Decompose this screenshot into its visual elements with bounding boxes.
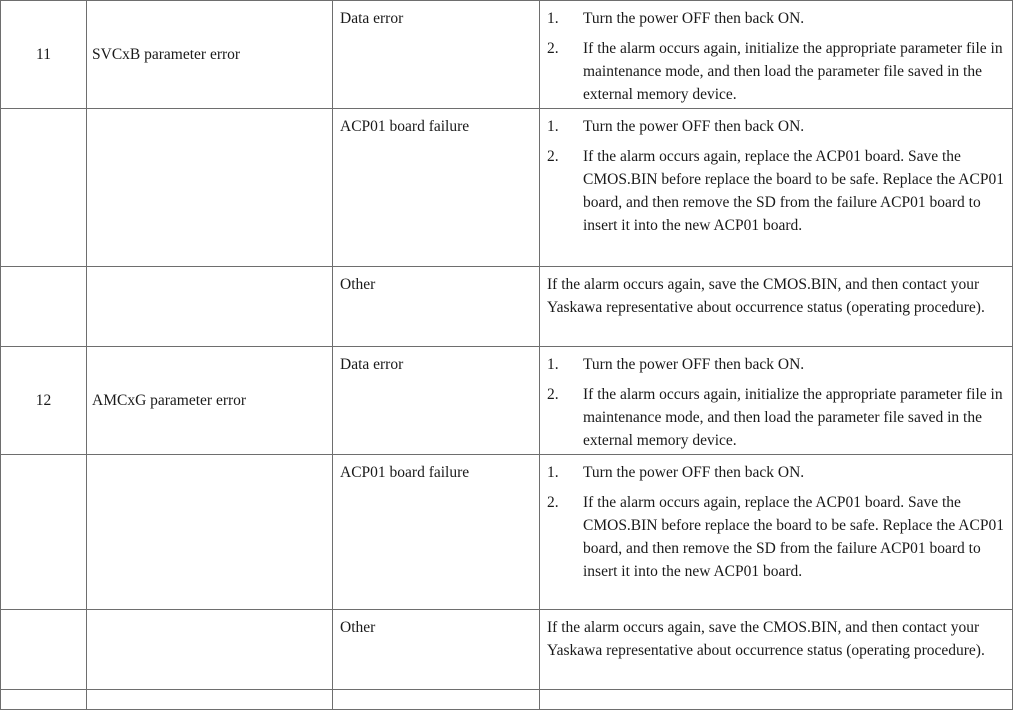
remedy-text: If the alarm occurs again, save the CMOS.BIN, and then contact your Yaskawa representative about occurrence status (operating procedure). [547, 619, 985, 659]
alarm-remedy [540, 455, 1013, 610]
alarm-name: SVCxB parameter error [87, 1, 333, 109]
step-number: 1. [547, 10, 559, 27]
alarm-number [1, 109, 87, 267]
step-number: 1. [547, 464, 559, 481]
table-row [1, 455, 1013, 610]
alarm-name [87, 610, 333, 690]
remedy-step [547, 115, 1006, 138]
alarm-cause: Data error [333, 347, 540, 455]
alarm-cause: Other [333, 610, 540, 690]
alarm-remedy [540, 109, 1013, 267]
table-row [1, 347, 1013, 455]
alarm-remedy [540, 347, 1013, 455]
alarm-name [87, 109, 333, 267]
alarm-cause: Data error [333, 1, 540, 109]
step-text: Turn the power OFF then back ON. [583, 118, 805, 135]
step-number: 2. [547, 40, 559, 57]
step-text: If the alarm occurs again, initialize the appropriate parameter file in maintenance mode, and then load the parameter file saved in the external memory device. [583, 40, 1003, 103]
table-row [1, 109, 1013, 267]
remedy-step [547, 353, 1006, 376]
step-text: Turn the power OFF then back ON. [583, 464, 805, 481]
step-number: 2. [547, 386, 559, 403]
alarm-remedy [540, 267, 1013, 347]
alarm-name [87, 455, 333, 610]
step-number: 1. [547, 118, 559, 135]
step-number: 2. [547, 148, 559, 165]
alarm-cause: ACP01 board failure [333, 109, 540, 267]
alarm-cause: ACP01 board failure [333, 455, 540, 610]
step-text: If the alarm occurs again, initialize the appropriate parameter file in maintenance mode, and then load the parameter file saved in the external memory device. [583, 386, 1003, 449]
remedy-step [547, 7, 1006, 30]
remedy-step [547, 383, 1006, 452]
step-text: Turn the power OFF then back ON. [583, 10, 805, 27]
step-text: Turn the power OFF then back ON. [583, 356, 805, 373]
remedy-step [547, 145, 1006, 237]
table-row [1, 610, 1013, 690]
alarm-remedy [540, 1, 1013, 109]
alarm-number [1, 455, 87, 610]
table-row [1, 267, 1013, 347]
alarm-number [1, 267, 87, 347]
remedy-step [547, 461, 1006, 484]
alarm-number [1, 610, 87, 690]
alarm-name [87, 267, 333, 347]
alarm-name: AMCxG parameter error [87, 347, 333, 455]
step-text: If the alarm occurs again, replace the ACP01 board. Save the CMOS.BIN before replace the board to be safe. Replace the ACP01 board, and then remove the SD from the failure ACP01 board to insert it into the new ACP01 board. [583, 148, 1004, 234]
table-row [1, 1, 1013, 109]
alarm-cause: Other [333, 267, 540, 347]
step-number: 1. [547, 356, 559, 373]
remedy-text: If the alarm occurs again, save the CMOS.BIN, and then contact your Yaskawa representative about occurrence status (operating procedure). [547, 276, 985, 316]
alarm-remedy [540, 610, 1013, 690]
remedy-step [547, 37, 1006, 106]
step-number: 2. [547, 494, 559, 511]
step-text: If the alarm occurs again, replace the ACP01 board. Save the CMOS.BIN before replace the board to be safe. Replace the ACP01 board, and then remove the SD from the failure ACP01 board to insert it into the new ACP01 board. [583, 494, 1004, 580]
remedy-step [547, 491, 1006, 583]
alarm-number: 12 [1, 347, 87, 455]
alarm-number: 11 [1, 1, 87, 109]
